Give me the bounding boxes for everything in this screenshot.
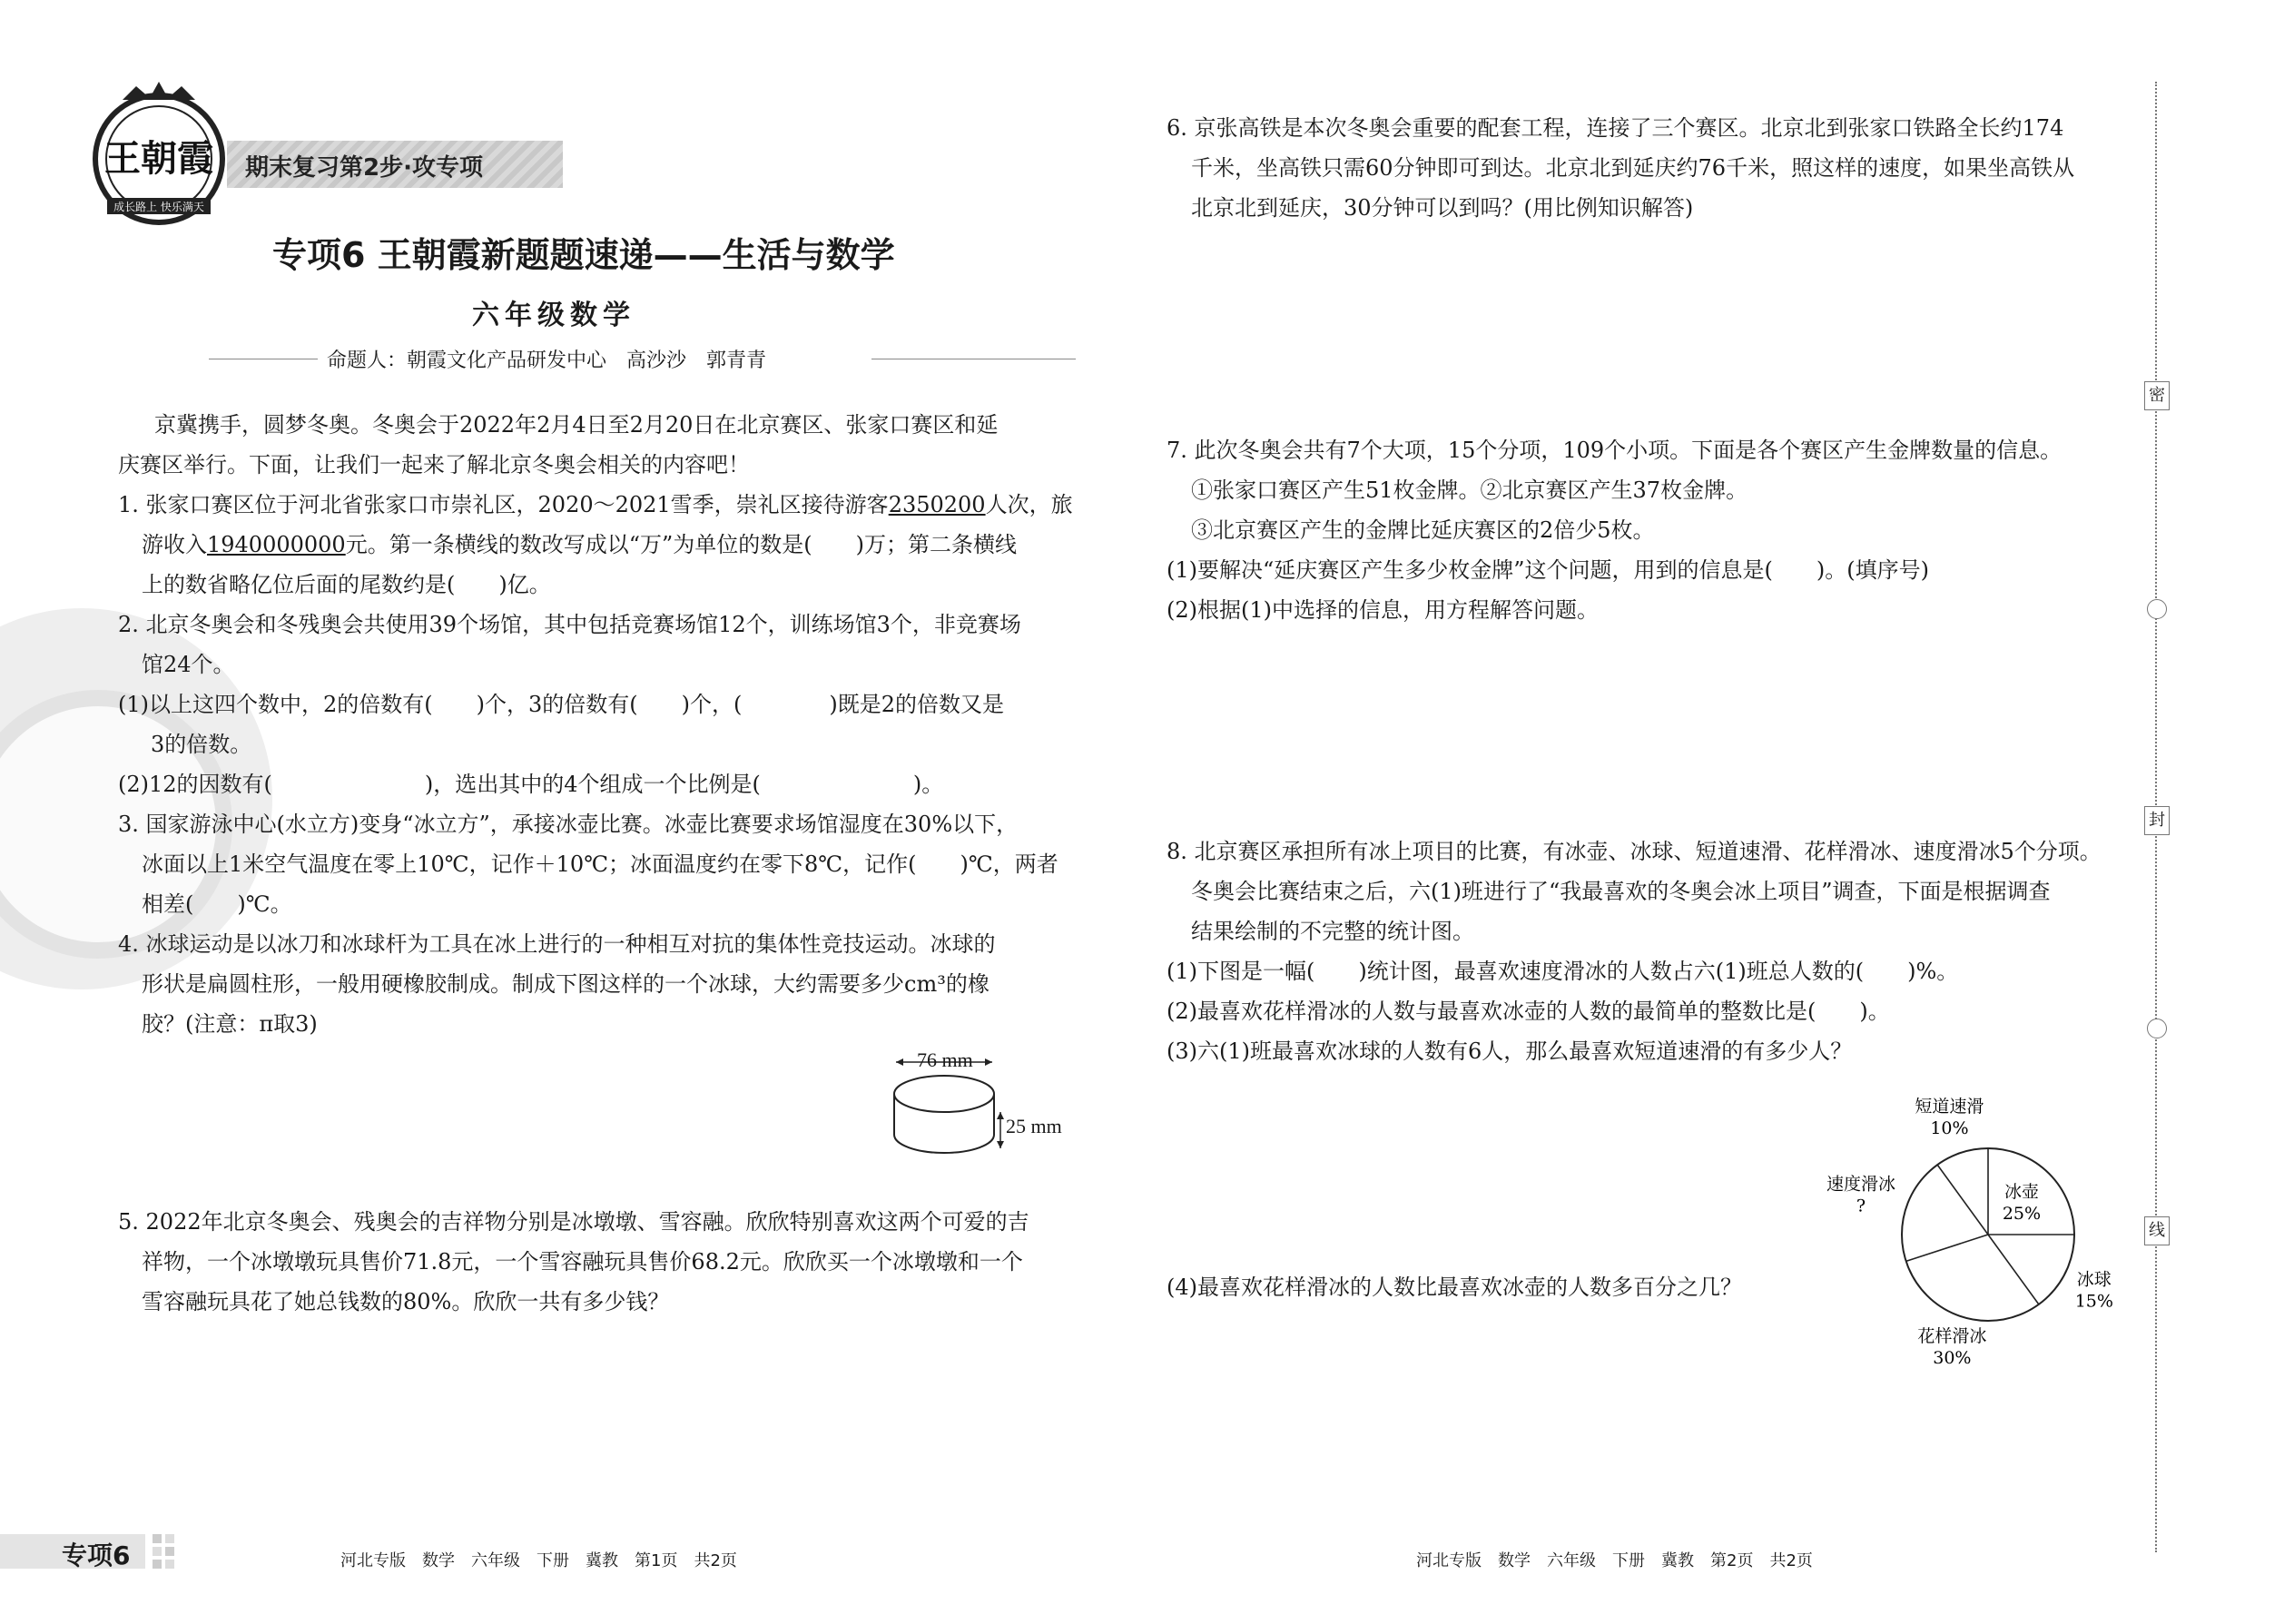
question-5: 5. 2022年北京冬奥会、残奥会的吉祥物分别是冰墩墩、雪容融。欣欣特别喜欢这两个可爱的吉 <box>118 1209 1029 1235</box>
question-6: 6. 京张高铁是本次冬奥会重要的配套工程，连接了三个赛区。北京北到张家口铁路全长约174 <box>1167 115 2064 141</box>
question-2-part-2: (2)12的因数有( )，选出其中的4个组成一个比例是( )。 <box>118 772 944 797</box>
pie-slice-value: 10% <box>1930 1117 1969 1138</box>
footer-page-1: 河北专版 数学 六年级 下册 冀教 第1页 共2页 <box>340 1551 737 1570</box>
puck-diameter-label: 76 mm <box>917 1048 973 1071</box>
question-1: 1. 张家口赛区位于河北省张家口市崇礼区，2020～2021雪季，崇礼区接待游客2350200人次，旅 <box>118 492 1073 517</box>
question-2-part-1-line: 3的倍数。 <box>151 732 252 757</box>
question-6-line: 北京北到延庆，30分钟可以到吗？(用比例知识解答) <box>1191 195 1694 221</box>
question-2: 2. 北京冬奥会和冬残奥会共使用39个场馆，其中包括竞赛场馆12个，训练场馆3个，非竞赛场 <box>118 612 1021 637</box>
question-4-line: 胶？(注意：π取3) <box>142 1011 318 1037</box>
question-8-part-3: (3)六(1)班最喜欢冰球的人数有6人，那么最喜欢短道速滑的有多少人？ <box>1167 1038 1853 1064</box>
question-8-part-2: (2)最喜欢花样滑冰的人数与最喜欢冰壶的人数的最简单的整数比是( )。 <box>1167 999 1890 1024</box>
footer-pattern-icon <box>153 1534 189 1569</box>
pie-slice-value: ? <box>1856 1196 1866 1216</box>
intro-line: 庆赛区举行。下面，让我们一起来了解北京冬奥会相关的内容吧！ <box>118 452 750 477</box>
question-8-part-1: (1)下图是一幅( )统计图，最喜欢速度滑冰的人数占六(1)班总人数的( )%。 <box>1167 959 1959 984</box>
question-5-line: 祥物，一个冰墩墩玩具售价71.8元，一个雪容融玩具售价68.2元。欣欣买一个冰墩墩和一个 <box>142 1249 1023 1275</box>
pie-slice-value: 30% <box>1933 1347 1972 1368</box>
question-2-part-1: (1)以上这四个数中，2的倍数有( )个，3的倍数有( )个，( )既是2的倍数又是 <box>118 692 1004 717</box>
pie-slice-label: 冰壶 <box>2004 1182 2039 1203</box>
pie-slice-label: 花样滑冰 <box>1917 1325 1987 1346</box>
question-8-line: 结果绘制的不完整的统计图。 <box>1191 919 1474 944</box>
question-4-line: 形状是扁圆柱形，一般用硬橡胶制成。制成下图这样的一个冰球，大约需要多少cm³的橡 <box>142 971 989 997</box>
question-3: 3. 国家游泳中心(水立方)变身“冰立方”，承接冰壶比赛。冰壶比赛要求场馆湿度在30%以下， <box>118 812 1019 837</box>
question-7-part-1: (1)要解决“延庆赛区产生多少枚金牌”这个问题，用到的信息是( )。(填序号) <box>1167 557 1929 583</box>
ice-sports-pie-chart <box>1826 1096 2142 1371</box>
side-mark-seal: 密 <box>2144 381 2170 410</box>
question-7: 7. 此次冬奥会共有7个大项，15个分项，109个小项。下面是各个赛区产生金牌数量的信息。 <box>1167 438 2063 463</box>
side-mark-seal: 封 <box>2144 806 2170 835</box>
pie-slice-value: 15% <box>2074 1291 2113 1312</box>
question-1-line: 游收入1940000000元。第一条横线的数改写成以“万”为单位的数是( )万；第二条横线 <box>142 532 1017 557</box>
pie-slice-value: 25% <box>2002 1204 2042 1225</box>
question-7-info: ③北京赛区产生的金牌比延庆赛区的2倍少5枚。 <box>1191 517 1655 543</box>
svg-text:王朝霞: 王朝霞 <box>104 137 213 180</box>
puck-top-ellipse <box>894 1076 994 1112</box>
page-subtitle: 六年级数学 <box>472 300 635 331</box>
footer-page-2: 河北专版 数学 六年级 下册 冀教 第2页 共2页 <box>1416 1551 1813 1570</box>
question-7-info: ①张家口赛区产生51枚金牌。②北京赛区产生37枚金牌。 <box>1191 477 1748 503</box>
question-2-line: 馆24个。 <box>142 652 235 677</box>
intro-line: 京冀携手，圆梦冬奥。冬奥会于2022年2月4日至2月20日在北京赛区、张家口赛区和延 <box>154 412 999 438</box>
question-3-line: 相差( )℃。 <box>142 891 292 917</box>
puck-figure <box>885 1044 1085 1162</box>
question-6-line: 千米，坐高铁只需60分钟即可到达。北京北到延庆约76千米，照这样的速度，如果坐高铁从 <box>1191 155 2075 181</box>
svg-text:成长路上 快乐满天: 成长路上 快乐满天 <box>113 201 204 213</box>
pie-slice-label: 速度滑冰 <box>1826 1174 1895 1195</box>
section-tag: 期末复习第2步·攻专项 <box>245 154 483 182</box>
question-7-part-2: (2)根据(1)中选择的信息，用方程解答问题。 <box>1167 597 1599 623</box>
question-1-line: 上的数省略亿位后面的尾数约是( )亿。 <box>142 572 551 597</box>
side-mark-seal: 线 <box>2144 1216 2170 1245</box>
authors: 命题人：朝霞文化产品研发中心 高沙沙 郭青青 <box>327 349 767 372</box>
question-4: 4. 冰球运动是以冰刀和冰球杆为工具在冰上进行的一种相互对抗的集体性竞技运动。冰球的 <box>118 931 996 957</box>
question-5-line: 雪容融玩具花了她总钱数的80%。欣欣一共有多少钱？ <box>142 1289 670 1314</box>
question-3-line: 冰面以上1米空气温度在零上10℃，记作＋10℃；冰面温度约在零下8℃，记作( )℃，两者 <box>142 851 1058 877</box>
question-8: 8. 北京赛区承担所有冰上项目的比赛，有冰壶、冰球、短道速滑、花样滑冰、速度滑冰5个分项。 <box>1167 839 2102 864</box>
pie-slice-label: 短道速滑 <box>1915 1096 1984 1117</box>
brand-logo <box>0 0 236 236</box>
pie-slice-label: 冰球 <box>2076 1269 2112 1290</box>
binding-hole-icon <box>2147 599 2167 619</box>
page-title: 专项6 王朝霞新题题速递——生活与数学 <box>272 235 895 275</box>
binding-hole-icon <box>2147 1019 2167 1038</box>
puck-height-label: 25 mm <box>1006 1115 1062 1137</box>
footer-tag: 专项6 <box>62 1540 131 1570</box>
question-8-part-4: (4)最喜欢花样滑冰的人数比最喜欢冰壶的人数多百分之几？ <box>1167 1275 1742 1300</box>
question-8-line: 冬奥会比赛结束之后，六(1)班进行了“我最喜欢的冬奥会冰上项目”调查，下面是根据调查 <box>1191 879 2051 904</box>
